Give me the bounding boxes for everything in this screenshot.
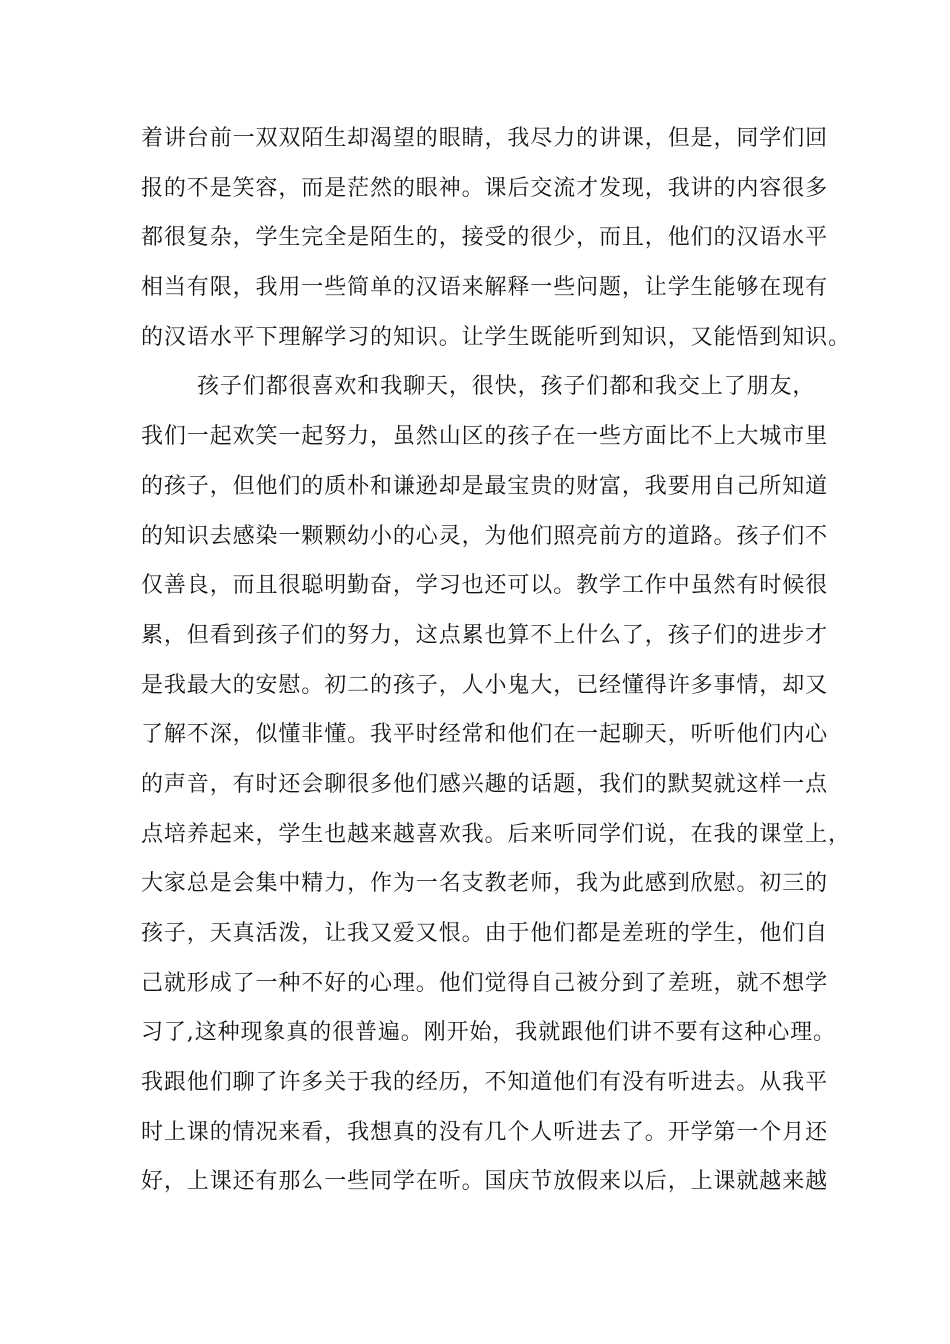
text-line: 我跟他们聊了许多关于我的经历，不知道他们有没有听进去。从我平 — [141, 1070, 829, 1096]
text-line: 大家总是会集中精力，作为一名支教老师，我为此感到欣慰。初三的 — [141, 871, 829, 897]
text-line: 的知识去感染一颗颗幼小的心灵，为他们照亮前方的道路。孩子们不 — [141, 523, 829, 549]
text-line: 的孩子，但他们的质朴和谦逊却是最宝贵的财富，我要用自己所知道 — [141, 473, 829, 499]
text-line: 好，上课还有那么一些同学在听。国庆节放假来以后，上课就越来越 — [141, 1169, 829, 1195]
text-line: 都很复杂，学生完全是陌生的，接受的很少，而且，他们的汉语水平 — [141, 225, 829, 251]
text-line: 己就形成了一种不好的心理。他们觉得自己被分到了差班，就不想学 — [141, 970, 829, 996]
text-line: 点培养起来，学生也越来越喜欢我。后来听同学们说，在我的课堂上， — [141, 821, 851, 847]
text-line: 时上课的情况来看，我想真的没有几个人听进去了。开学第一个月还 — [141, 1119, 829, 1145]
text-line: 了解不深，似懂非懂。我平时经常和他们在一起聊天，听听他们内心 — [141, 722, 829, 748]
body-text — [141, 114, 851, 1207]
text-line: 的汉语水平下理解学习的知识。让学生既能听到知识，又能悟到知识。 — [141, 324, 851, 350]
text-line: 孩子，天真活泼，让我又爱又恨。由于他们都是差班的学生，他们自 — [141, 921, 829, 946]
text-line: 累，但看到孩子们的努力，这点累也算不上什么了，孩子们的进步才 — [141, 622, 829, 648]
text-line: 着讲台前一双双陌生却渴望的眼睛，我尽力的讲课，但是，同学们回 — [141, 126, 829, 151]
text-line: 仅善良，而且很聪明勤奋，学习也还可以。教学工作中虽然有时候很 — [141, 573, 829, 599]
text-line: 我们一起欢笑一起努力，虽然山区的孩子在一些方面比不上大城市里 — [141, 424, 829, 450]
text-line: 相当有限，我用一些简单的汉语来解释一些问题，让学生能够在现有 — [141, 275, 829, 301]
paragraph-first-line: 孩子们都很喜欢和我聊天，很快，孩子们都和我交上了朋友， — [197, 374, 816, 400]
text-line: 习了,这种现象真的很普遍。刚开始，我就跟他们讲不要有这种心理。 — [141, 1020, 836, 1046]
text-line: 是我最大的安慰。初二的孩子，人小鬼大，已经懂得许多事情，却又 — [141, 672, 829, 698]
text-line: 的声音，有时还会聊很多他们感兴趣的话题，我们的默契就这样一点 — [141, 771, 829, 797]
text-line: 报的不是笑容，而是茫然的眼神。课后交流才发现，我讲的内容很多 — [141, 175, 829, 201]
